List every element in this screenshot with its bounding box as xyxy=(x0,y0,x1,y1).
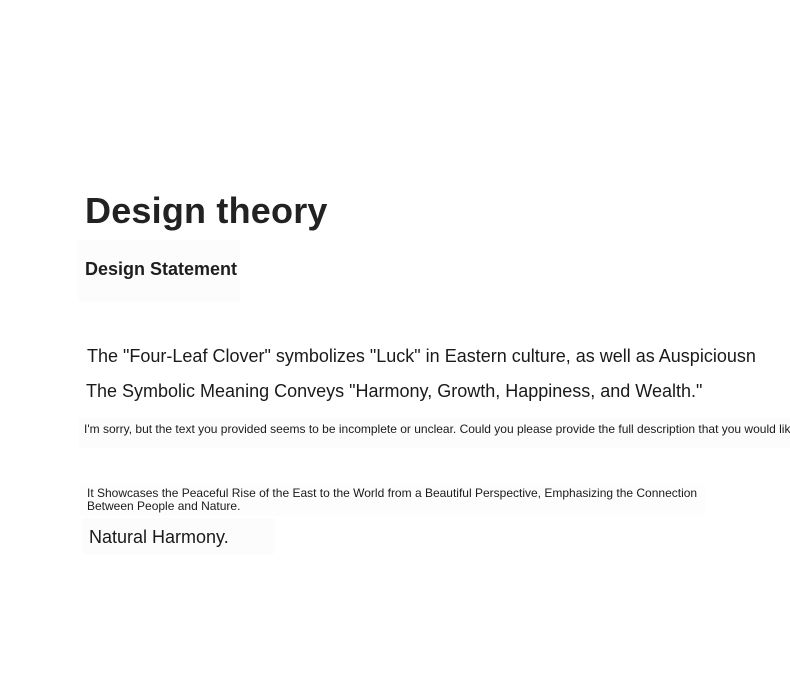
meaning-paragraph: The Symbolic Meaning Conveys "Harmony, Growth, Happiness, and Wealth." xyxy=(86,381,703,401)
notice-text: I'm sorry, but the text you provided seems to be incomplete or unclear. Could you please provide the full description that you would lik xyxy=(84,422,790,436)
showcase-paragraph: It Showcases the Peaceful Rise of the East to the World from a Beautiful Perspective, Emphasizing the Connection Between People and Nature. xyxy=(87,486,698,513)
harmony-text: Natural Harmony. xyxy=(89,527,229,547)
page-title: Design theory xyxy=(85,190,328,231)
design-statement-heading: Design Statement xyxy=(85,259,238,279)
clover-paragraph: The "Four-Leaf Clover" symbolizes "Luck" in Eastern culture, as well as Auspiciousn xyxy=(87,346,756,366)
